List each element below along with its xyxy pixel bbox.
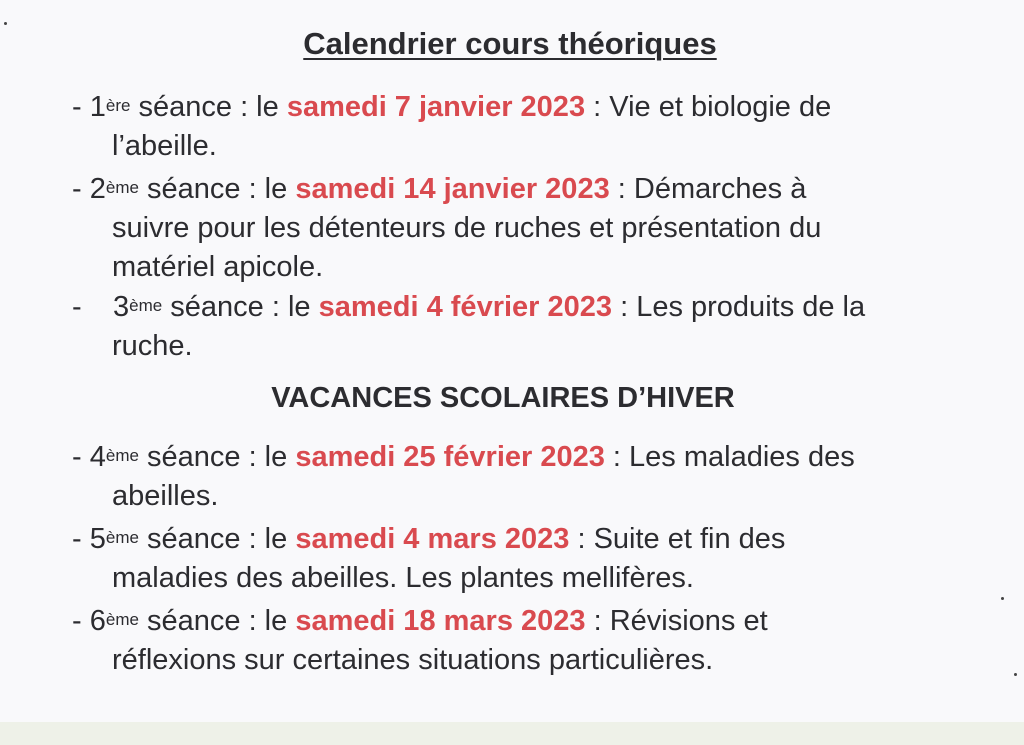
scan-speck (1014, 673, 1017, 676)
session-prefix: séance : le (138, 441, 296, 473)
session-ordinal: ème (105, 610, 139, 629)
session-date: samedi 7 janvier 2023 (286, 91, 586, 123)
session-prefix: séance : le (138, 605, 296, 637)
session-description: : Les maladies des (604, 441, 855, 473)
session-prefix: séance : le (162, 291, 319, 323)
session-date: samedi 4 février 2023 (318, 291, 613, 323)
session-ordinal: ème (105, 178, 139, 197)
session-item-6 (72, 602, 952, 680)
session-number: 1 (89, 91, 106, 123)
session-description: : Suite et fin des (569, 523, 786, 555)
list-dash: - (72, 441, 90, 473)
session-number: 5 (89, 523, 106, 555)
scan-speck (4, 22, 7, 25)
session-description-cont: réflexions sur certaines situations particulières. (112, 644, 714, 676)
session-description-cont: abeilles. (112, 480, 219, 512)
list-dash: - (72, 605, 90, 637)
session-date: samedi 14 janvier 2023 (295, 173, 610, 205)
list-dash: - (72, 91, 90, 123)
scan-edge (0, 722, 1024, 745)
session-prefix: séance : le (130, 91, 287, 123)
session-number: 6 (89, 605, 106, 637)
session-description-cont: suivre pour les détenteurs de ruches et présentation du (112, 212, 822, 244)
list-dash: - (72, 173, 90, 205)
session-prefix: séance : le (138, 523, 296, 555)
session-description-cont: matériel apicole. (112, 251, 324, 283)
session-date: samedi 18 mars 2023 (295, 605, 586, 637)
scan-speck (1001, 597, 1004, 600)
session-ordinal: ème (105, 446, 139, 465)
session-ordinal: ème (105, 528, 139, 547)
session-description-cont: maladies des abeilles. Les plantes mellifères. (112, 562, 694, 594)
session-description: : Révisions et (585, 605, 768, 637)
session-description: : Démarches à (609, 173, 807, 205)
session-ordinal: ème (129, 296, 163, 315)
session-date: samedi 25 février 2023 (295, 441, 605, 473)
session-item-3 (72, 288, 952, 366)
session-number: 2 (89, 173, 106, 205)
session-description: : Les produits de la (612, 291, 866, 323)
session-number: 3 (113, 291, 130, 323)
session-date: samedi 4 mars 2023 (295, 523, 570, 555)
session-number: 4 (89, 441, 106, 473)
list-dash: - (72, 523, 90, 555)
holiday-heading: VACANCES SCOLAIRES D’HIVER (271, 382, 735, 414)
session-item-2 (72, 170, 952, 287)
session-description-cont: l’abeille. (112, 130, 217, 162)
session-ordinal: ère (105, 96, 131, 115)
page-title: Calendrier cours théoriques (303, 26, 717, 61)
session-description-cont: ruche. (112, 330, 193, 362)
session-description: : Vie et biologie de (585, 91, 832, 123)
session-item-5 (72, 520, 952, 598)
list-dash: - (72, 291, 82, 323)
session-item-4 (72, 438, 952, 516)
session-item-1 (72, 88, 952, 166)
session-prefix: séance : le (138, 173, 296, 205)
